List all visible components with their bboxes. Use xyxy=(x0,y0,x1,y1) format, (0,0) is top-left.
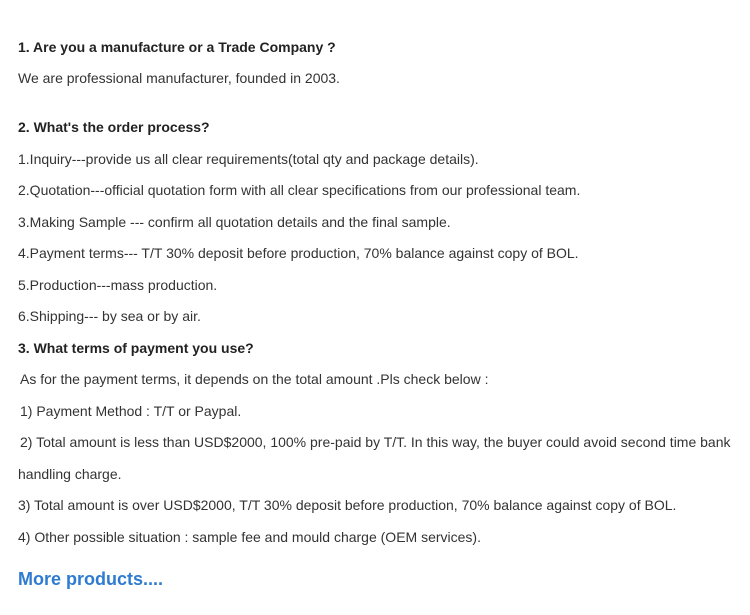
payment-item: 4) Other possible situation : sample fee and mould charge (OEM services). xyxy=(18,529,481,545)
order-step: 2.Quotation---official quotation form with all clear specifications from our professional team. xyxy=(18,182,581,198)
faq-question-1: 1. Are you a manufacture or a Trade Company ? xyxy=(18,39,336,55)
faq-question-2: 2. What's the order process? xyxy=(18,119,210,135)
payment-item: 2) Total amount is less than USD$2000, 100% pre-paid by T/T. In this way, the buyer could avoid second time bank xyxy=(20,434,731,450)
payment-item: 1) Payment Method : T/T or Paypal. xyxy=(20,403,242,419)
order-step: 6.Shipping--- by sea or by air. xyxy=(18,308,201,324)
order-step: 3.Making Sample --- confirm all quotation details and the final sample. xyxy=(18,214,451,230)
payment-item: 3) Total amount is over USD$2000, T/T 30% deposit before production, 70% balance against copy of BOL. xyxy=(18,497,677,513)
faq-question-3: 3. What terms of payment you use? xyxy=(18,340,254,356)
faq-answer-1: We are professional manufacturer, founded in 2003. xyxy=(18,70,340,86)
more-products-link[interactable]: More products.... xyxy=(18,569,164,589)
order-step: 4.Payment terms--- T/T 30% deposit before production, 70% balance against copy of BOL. xyxy=(18,245,579,261)
order-step: 5.Production---mass production. xyxy=(18,277,218,293)
payment-item-continuation: handling charge. xyxy=(18,466,122,482)
order-step: 1.Inquiry---provide us all clear requirements(total qty and package details). xyxy=(18,151,479,167)
payment-intro: As for the payment terms, it depends on the total amount .Pls check below : xyxy=(20,371,489,387)
